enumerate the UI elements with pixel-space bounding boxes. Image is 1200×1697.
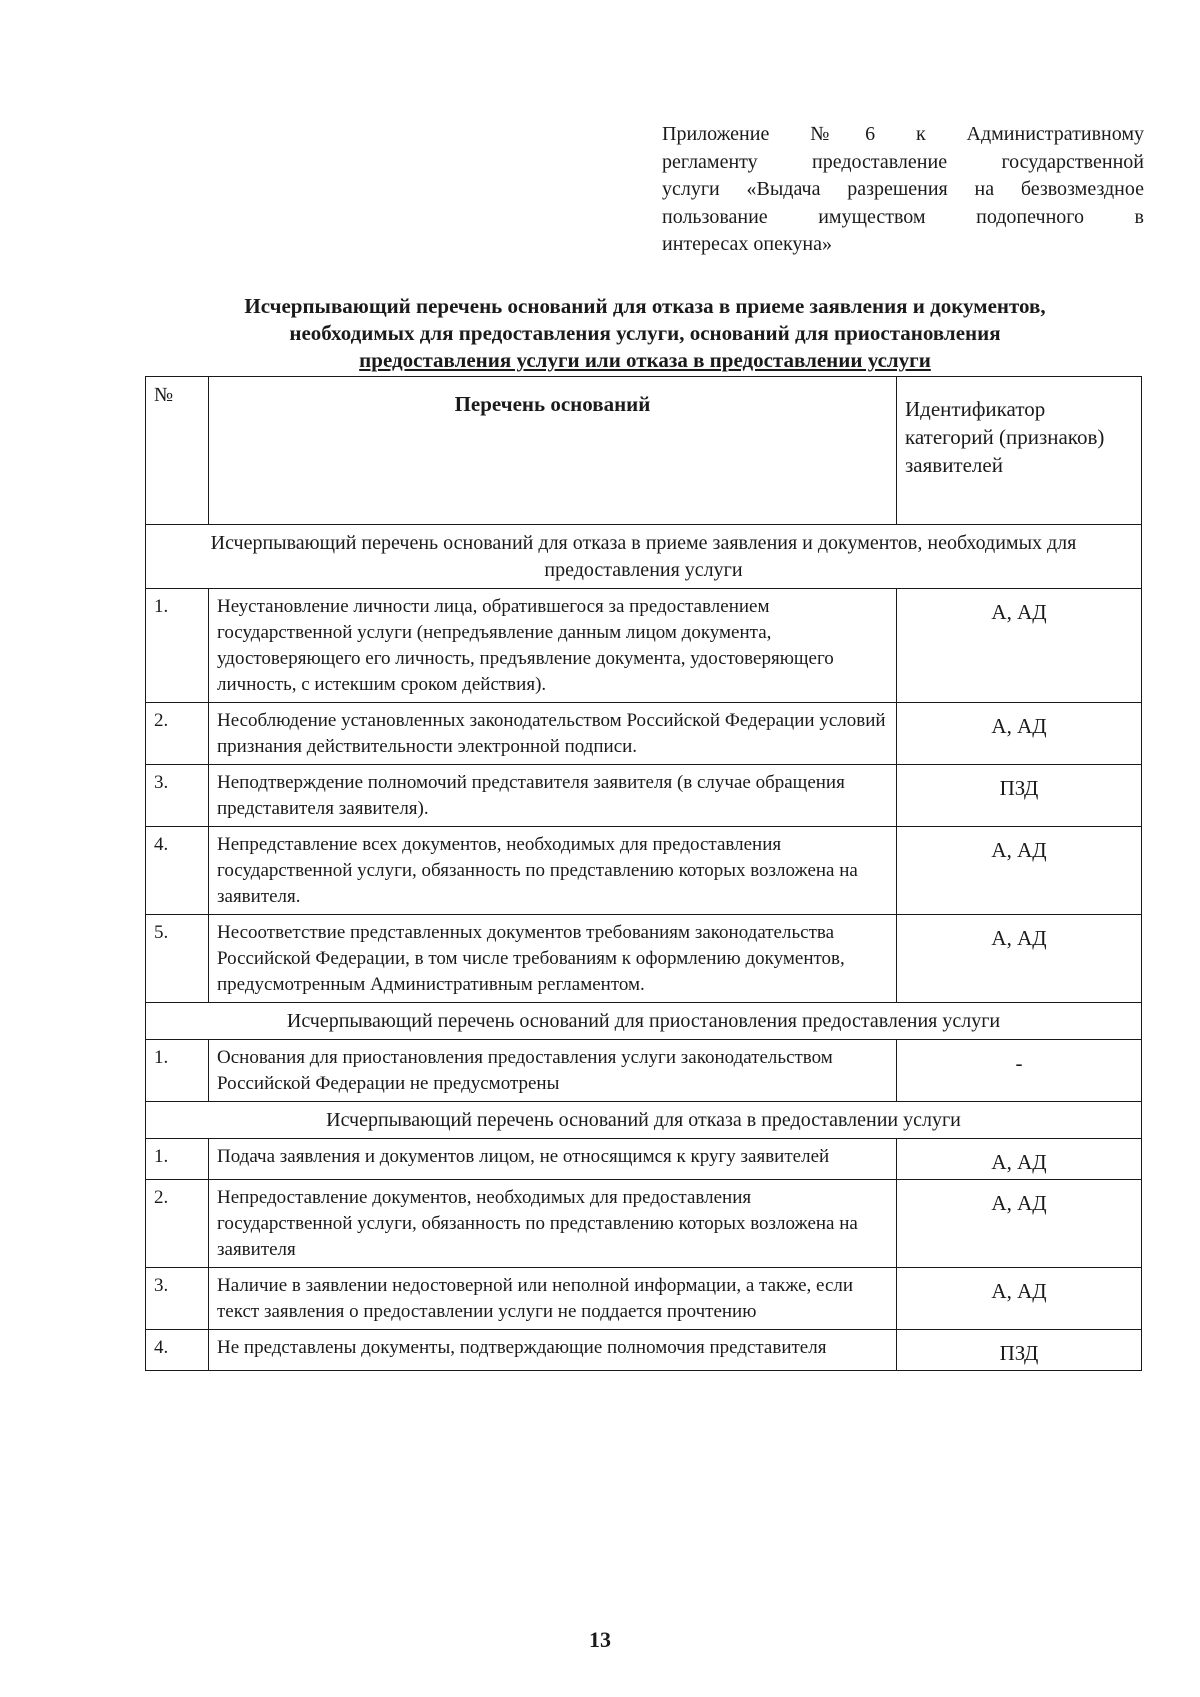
section-row-suspension: [146, 1003, 1142, 1040]
section-title: Исчерпывающий перечень оснований для отказа в предоставлении услуги: [146, 1102, 1142, 1139]
table-row: [146, 703, 1142, 765]
section-title: Исчерпывающий перечень оснований для приостановления предоставления услуги: [146, 1003, 1142, 1040]
row-code: А, АД: [897, 827, 1142, 915]
row-text: Несоблюдение установленных законодательством Российской Федерации условий признания действительности электронной подписи.: [209, 703, 897, 765]
row-number: 2.: [146, 703, 209, 765]
grounds-table: [145, 376, 1142, 1371]
section-row-reception-refusal: [146, 525, 1142, 589]
header-number: №: [146, 377, 209, 525]
row-text: Неустановление личности лица, обратившегося за предоставлением государственной услуги (непредъявление данным лицом документа, удостоверяющего его личность, предъявление документа, удостоверяющего личность, с истекшим сроком действия).: [209, 589, 897, 703]
row-text: Непредставление всех документов, необходимых для предоставления государственной услуги, обязанность по представлению которых возложена на заявителя.: [209, 827, 897, 915]
row-code: ПЗД: [897, 1330, 1142, 1371]
row-number: 2.: [146, 1180, 209, 1268]
table-row: [146, 1180, 1142, 1268]
table-row: [146, 589, 1142, 703]
row-number: 5.: [146, 915, 209, 1003]
row-code: А, АД: [897, 1139, 1142, 1180]
row-code: А, АД: [897, 703, 1142, 765]
title-line: необходимых для предоставления услуги, оснований для приостановления: [289, 321, 1001, 345]
row-number: 4.: [146, 1330, 209, 1371]
row-text: Несоответствие представленных документов требованиям законодательства Российской Федерации, в том числе требованиям к оформлению документов, предусмотренным Административным регламентом.: [209, 915, 897, 1003]
row-number: 4.: [146, 827, 209, 915]
row-code: ПЗД: [897, 765, 1142, 827]
document-title: [150, 293, 1140, 374]
title-line: Исчерпывающий перечень оснований для отказа в приеме заявления и документов,: [244, 294, 1046, 318]
appendix-line: регламенту предоставление государственной: [662, 150, 1144, 173]
row-text: Непредоставление документов, необходимых для предоставления государственной услуги, обязанность по представлению которых возложена на заявителя: [209, 1180, 897, 1268]
section-title: Исчерпывающий перечень оснований для отказа в приеме заявления и документов, необходимых для предоставления услуги: [146, 525, 1142, 589]
table-row: [146, 1040, 1142, 1102]
row-number: 1.: [146, 1040, 209, 1102]
row-number: 3.: [146, 765, 209, 827]
row-number: 1.: [146, 1139, 209, 1180]
appendix-line: Приложение №6 к Административному: [662, 123, 1144, 145]
row-text: Основания для приостановления предоставления услуги законодательством Российской Федерации не предусмотрены: [209, 1040, 897, 1102]
title-line: предоставления услуги или отказа в предоставлении услуги: [359, 348, 931, 372]
row-text: Наличие в заявлении недостоверной или неполной информации, а также, если текст заявления о предоставлении услуги не поддается прочтению: [209, 1268, 897, 1330]
table-row: [146, 1330, 1142, 1371]
row-number: 3.: [146, 1268, 209, 1330]
row-code: А, АД: [897, 589, 1142, 703]
row-code: -: [897, 1040, 1142, 1102]
table-row: [146, 765, 1142, 827]
row-code: А, АД: [897, 1268, 1142, 1330]
table-header-row: [146, 377, 1142, 525]
header-grounds: Перечень оснований: [209, 377, 897, 525]
row-text: Подача заявления и документов лицом, не относящимся к кругу заявителей: [209, 1139, 897, 1180]
appendix-line: услуги «Выдача разрешения на безвозмездное: [662, 178, 1144, 200]
page-number: 13: [589, 1627, 611, 1652]
section-row-service-refusal: [146, 1102, 1142, 1139]
appendix-note: [662, 121, 1144, 259]
row-text: Неподтверждение полномочий представителя заявителя (в случае обращения представителя заявителя).: [209, 765, 897, 827]
table-row: [146, 1268, 1142, 1330]
header-identifier: Идентификатор категорий (признаков) заявителей: [897, 377, 1142, 525]
table-row: [146, 915, 1142, 1003]
row-code: А, АД: [897, 1180, 1142, 1268]
table-row: [146, 1139, 1142, 1180]
appendix-line: пользование имуществом подопечного в: [662, 205, 1144, 228]
appendix-line: интересах опекуна»: [662, 233, 832, 255]
table-row: [146, 827, 1142, 915]
row-code: А, АД: [897, 915, 1142, 1003]
row-text: Не представлены документы, подтверждающие полномочия представителя: [209, 1330, 897, 1371]
row-number: 1.: [146, 589, 209, 703]
